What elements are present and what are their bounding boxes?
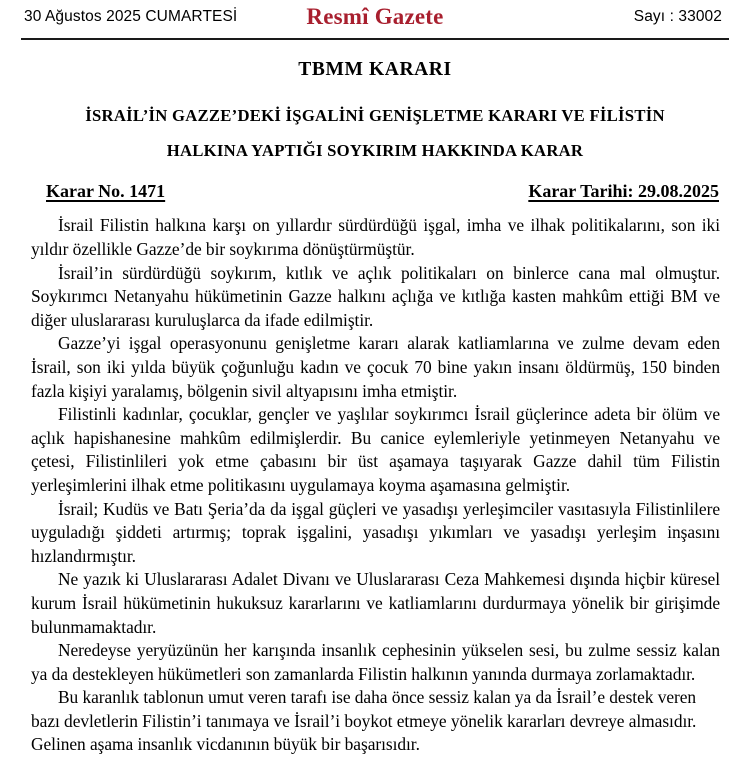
- gazette-masthead: [0, 0, 750, 38]
- body-paragraph: Gazze’yi işgal operasyonunu genişletme kararı alarak katliamlarına ve zulme devam eden İsrail, son iki yılda büyük çoğunluğu kadın ve çocuk 70 bine yakın insanı öldürmüş, 150 binden fazla kişiyi yaralamış, bölgenin sivil altyapısını imha etmiştir.: [31, 333, 720, 401]
- publication-date: 30 Ağustos 2025 CUMARTESİ: [24, 8, 238, 25]
- body-paragraph: İsrail Filistin halkına karşı on yıllardır sürdürdüğü işgal, imha ve ilhak politikalarını, son iki yıldır özellikle Gazze’de bir soykırıma dönüştürmüştür.: [31, 215, 720, 259]
- subtitle-line-1: İSRAİL’İN GAZZE’DEKİ İŞGALİNİ GENİŞLETME KARARI VE FİLİSTİN: [85, 106, 665, 125]
- body-paragraph: İsrail; Kudüs ve Batı Şeria’da da işgal güçleri ve yasadışı yerleşimciler vasıtasıyla Filistinlilere uyguladığı şiddeti artırmış; toprak işgalini, yasadışı yıkımları ve yasadışı yerleşim inşasını hızlandırmıştır.: [31, 498, 720, 566]
- issue-number: Sayı : 33002: [633, 8, 722, 25]
- body-paragraph: Bu karanlık tablonun umut veren tarafı ise daha önce sessiz kalan ya da İsrail’e destek veren bazı devletlerin Filistin’i tanımaya ve İsrail’i boykot etmeye yönelik kararları devreye almasıdır. Gelinen aşama insanlık vicdanının büyük bir başarısıdır.: [31, 687, 697, 755]
- page-title: TBMM KARARI: [298, 59, 452, 80]
- document-subtitle: [0, 81, 750, 159]
- decision-body: [0, 214, 750, 757]
- body-paragraph: Neredeyse yeryüzünün her karışında insanlık cephesinin yükselen sesi, bu zulme sessiz kalan ya da destekleyen hükümetleri son zamanlarda Filistin halkının yanında durmaya zorlamaktadır.: [31, 640, 720, 684]
- decision-meta: [0, 181, 750, 202]
- subtitle-line-2: HALKINA YAPTIĞI SOYKIRIM HAKKINDA KARAR: [166, 140, 584, 160]
- body-paragraph: İsrail’in sürdürdüğü soykırım, kıtlık ve açlık politikaları on binlerce cana mal olmuştur. Soykırımcı Netanyahu hükümetinin Gazze halkını açlığa ve kıtlığa kasten mahkûm ettiği BM ve diğer uluslararası kuruluşlarca da ifade edilmiştir.: [31, 262, 720, 330]
- body-paragraph: Ne yazık ki Uluslararası Adalet Divanı ve Uluslararası Ceza Mahkemesi dışında hiçbir küresel kurum İsrail hükümetinin hukuksuz kararlarını ve katliamlarını durdurmaya yönelik bir girişimde bulunmamaktadır.: [31, 569, 720, 637]
- masthead-divider: [21, 38, 729, 40]
- gazette-name: Resmî Gazete: [306, 4, 444, 29]
- decision-number: Karar No. 1471: [46, 181, 166, 202]
- decision-date: Karar Tarihi: 29.08.2025: [528, 181, 719, 202]
- body-paragraph: Filistinli kadınlar, çocuklar, gençler ve yaşlılar soykırımcı İsrail güçlerince adeta bir ölüm ve açlık hapishanesine mahkûm edilmişlerdir. Bu canice eylemleriyle yetinmeyen Netanyahu ve çetesi, Filistinlileri yok etme çabasını bir üst aşamaya taşıyarak Gazze dahil tüm Filistin yerleşimlerini ilhak etme politikasını uygulamaya koyma aşamasına gelmiştir.: [31, 404, 720, 495]
